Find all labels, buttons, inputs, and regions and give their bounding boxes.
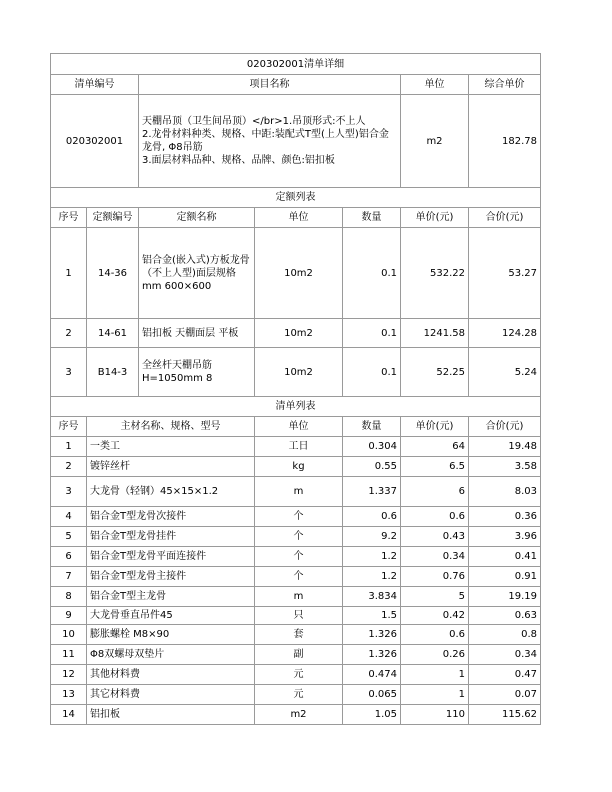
- material-name: 大龙骨垂直吊件45: [87, 607, 255, 625]
- material-unit: 套: [255, 625, 343, 645]
- material-price: 1: [401, 685, 469, 705]
- quota-total: 53.27: [469, 228, 541, 319]
- material-price: 5: [401, 587, 469, 607]
- material-unit: 只: [255, 607, 343, 625]
- material-unit: 工日: [255, 437, 343, 457]
- quota-row: [51, 319, 541, 348]
- material-price: 6.5: [401, 457, 469, 477]
- material-row: [51, 625, 541, 645]
- quota-header-code: 定额编号: [87, 208, 139, 228]
- material-qty: 1.326: [343, 625, 401, 645]
- desc-line-2: 2.龙骨材料种类、规格、中距:装配式T型(上人型)铝合金龙骨, Φ8吊筋: [142, 129, 389, 153]
- material-row: [51, 665, 541, 685]
- quota-header-unit: 单位: [255, 208, 343, 228]
- material-row: [51, 705, 541, 725]
- material-name: 其它材料费: [87, 685, 255, 705]
- material-price: 0.6: [401, 507, 469, 527]
- material-price: 0.6: [401, 625, 469, 645]
- material-unit: m: [255, 477, 343, 507]
- material-row: [51, 477, 541, 507]
- bill-detail-table: [50, 53, 541, 725]
- material-no: 12: [51, 665, 87, 685]
- material-total: 0.34: [469, 645, 541, 665]
- material-total: 19.19: [469, 587, 541, 607]
- bill-code: 020302001: [51, 95, 139, 188]
- header-bill-code: 清单编号: [51, 75, 139, 95]
- material-row: [51, 547, 541, 567]
- material-unit: 个: [255, 567, 343, 587]
- quota-no: 2: [51, 319, 87, 348]
- material-no: 3: [51, 477, 87, 507]
- quota-unit: 10m2: [255, 228, 343, 319]
- quota-price: 532.22: [401, 228, 469, 319]
- material-qty: 1.05: [343, 705, 401, 725]
- desc-line-1: 天棚吊顶（卫生间吊顶）</br>1.吊顶形式:不上人: [142, 116, 366, 127]
- material-qty: 0.065: [343, 685, 401, 705]
- material-header-price: 单价(元): [401, 417, 469, 437]
- page-title: 020302001清单详细: [51, 54, 541, 75]
- material-name: 膨胀螺栓 M8×90: [87, 625, 255, 645]
- material-price: 110: [401, 705, 469, 725]
- material-unit: 副: [255, 645, 343, 665]
- material-row: [51, 645, 541, 665]
- quota-header-qty: 数量: [343, 208, 401, 228]
- material-header-row: [51, 417, 541, 437]
- material-unit: 元: [255, 685, 343, 705]
- material-no: 9: [51, 607, 87, 625]
- quota-header-name: 定额名称: [139, 208, 255, 228]
- material-qty: 0.6: [343, 507, 401, 527]
- material-total: 0.41: [469, 547, 541, 567]
- material-name: 其他材料费: [87, 665, 255, 685]
- material-total: 0.91: [469, 567, 541, 587]
- material-name: 铝扣板: [87, 705, 255, 725]
- material-unit: m2: [255, 705, 343, 725]
- material-header-total: 合价(元): [469, 417, 541, 437]
- material-row: [51, 567, 541, 587]
- material-name: 铝合金T型龙骨主接件: [87, 567, 255, 587]
- material-price: 0.42: [401, 607, 469, 625]
- bill-description: [139, 95, 401, 188]
- material-row: [51, 587, 541, 607]
- material-unit: 个: [255, 527, 343, 547]
- material-header-unit: 单位: [255, 417, 343, 437]
- material-name: 铝合金T型主龙骨: [87, 587, 255, 607]
- material-section-title: 清单列表: [51, 397, 541, 417]
- material-name: 一类工: [87, 437, 255, 457]
- material-qty: 1.326: [343, 645, 401, 665]
- material-row: [51, 527, 541, 547]
- header-unit: 单位: [401, 75, 469, 95]
- material-row: [51, 685, 541, 705]
- material-no: 14: [51, 705, 87, 725]
- material-row: [51, 607, 541, 625]
- quota-unit: 10m2: [255, 319, 343, 348]
- material-header-name: 主材名称、规格、型号: [87, 417, 255, 437]
- quota-price: 52.25: [401, 348, 469, 397]
- quota-price: 1241.58: [401, 319, 469, 348]
- material-unit: 个: [255, 547, 343, 567]
- material-name: 铝合金T型龙骨挂件: [87, 527, 255, 547]
- material-qty: 1.337: [343, 477, 401, 507]
- material-row: [51, 457, 541, 477]
- material-total: 0.47: [469, 665, 541, 685]
- quota-code: B14-3: [87, 348, 139, 397]
- bill-unit: m2: [401, 95, 469, 188]
- material-row: [51, 507, 541, 527]
- quota-section-row: [51, 188, 541, 208]
- material-total: 3.96: [469, 527, 541, 547]
- quota-code: 14-36: [87, 228, 139, 319]
- quota-qty: 0.1: [343, 228, 401, 319]
- material-unit: m: [255, 587, 343, 607]
- quota-row: [51, 228, 541, 319]
- quota-no: 3: [51, 348, 87, 397]
- material-total: 19.48: [469, 437, 541, 457]
- title-row: [51, 54, 541, 75]
- material-total: 115.62: [469, 705, 541, 725]
- header-project-name: 项目名称: [139, 75, 401, 95]
- material-price: 0.76: [401, 567, 469, 587]
- material-name: 镀锌丝杆: [87, 457, 255, 477]
- header-unit-price: 综合单价: [469, 75, 541, 95]
- quota-total: 124.28: [469, 319, 541, 348]
- material-no: 1: [51, 437, 87, 457]
- quota-code: 14-61: [87, 319, 139, 348]
- quota-name: 全丝杆天棚吊筋 H=1050mm 8: [139, 348, 255, 397]
- quota-no: 1: [51, 228, 87, 319]
- material-qty: 0.474: [343, 665, 401, 685]
- material-total: 0.8: [469, 625, 541, 645]
- material-qty: 0.304: [343, 437, 401, 457]
- material-qty: 1.2: [343, 547, 401, 567]
- material-price: 1: [401, 665, 469, 685]
- material-total: 0.07: [469, 685, 541, 705]
- quota-name: 铝合金(嵌入式)方板龙骨（不上人型)面层规格mm 600×600: [139, 228, 255, 319]
- material-section-row: [51, 397, 541, 417]
- bill-row: [51, 95, 541, 188]
- material-price: 64: [401, 437, 469, 457]
- material-row: [51, 437, 541, 457]
- material-no: 5: [51, 527, 87, 547]
- material-unit: kg: [255, 457, 343, 477]
- material-qty: 3.834: [343, 587, 401, 607]
- material-no: 2: [51, 457, 87, 477]
- material-qty: 9.2: [343, 527, 401, 547]
- material-no: 13: [51, 685, 87, 705]
- quota-qty: 0.1: [343, 319, 401, 348]
- quota-name: 铝扣板 天棚面层 平板: [139, 319, 255, 348]
- material-no: 8: [51, 587, 87, 607]
- material-total: 0.63: [469, 607, 541, 625]
- material-no: 6: [51, 547, 87, 567]
- material-total: 8.03: [469, 477, 541, 507]
- material-name: 铝合金T型龙骨次接件: [87, 507, 255, 527]
- material-price: 0.34: [401, 547, 469, 567]
- material-no: 4: [51, 507, 87, 527]
- desc-line-3: 3.面层材料品种、规格、品牌、颜色:铝扣板: [142, 155, 335, 166]
- material-header-qty: 数量: [343, 417, 401, 437]
- material-name: 铝合金T型龙骨平面连接件: [87, 547, 255, 567]
- material-no: 11: [51, 645, 87, 665]
- material-qty: 1.2: [343, 567, 401, 587]
- material-no: 10: [51, 625, 87, 645]
- quota-header-total: 合价(元): [469, 208, 541, 228]
- quota-section-title: 定额列表: [51, 188, 541, 208]
- quota-header-no: 序号: [51, 208, 87, 228]
- bill-header-row: [51, 75, 541, 95]
- material-name: Φ8双螺母双垫片: [87, 645, 255, 665]
- material-qty: 1.5: [343, 607, 401, 625]
- quota-row: [51, 348, 541, 397]
- quota-unit: 10m2: [255, 348, 343, 397]
- quota-total: 5.24: [469, 348, 541, 397]
- material-total: 3.58: [469, 457, 541, 477]
- material-price: 0.26: [401, 645, 469, 665]
- material-qty: 0.55: [343, 457, 401, 477]
- material-price: 0.43: [401, 527, 469, 547]
- quota-header-price: 单价(元): [401, 208, 469, 228]
- material-header-no: 序号: [51, 417, 87, 437]
- material-no: 7: [51, 567, 87, 587]
- quota-qty: 0.1: [343, 348, 401, 397]
- material-name: 大龙骨（轻钢）45×15×1.2: [87, 477, 255, 507]
- quota-header-row: [51, 208, 541, 228]
- material-unit: 个: [255, 507, 343, 527]
- material-price: 6: [401, 477, 469, 507]
- material-unit: 元: [255, 665, 343, 685]
- bill-price: 182.78: [469, 95, 541, 188]
- material-total: 0.36: [469, 507, 541, 527]
